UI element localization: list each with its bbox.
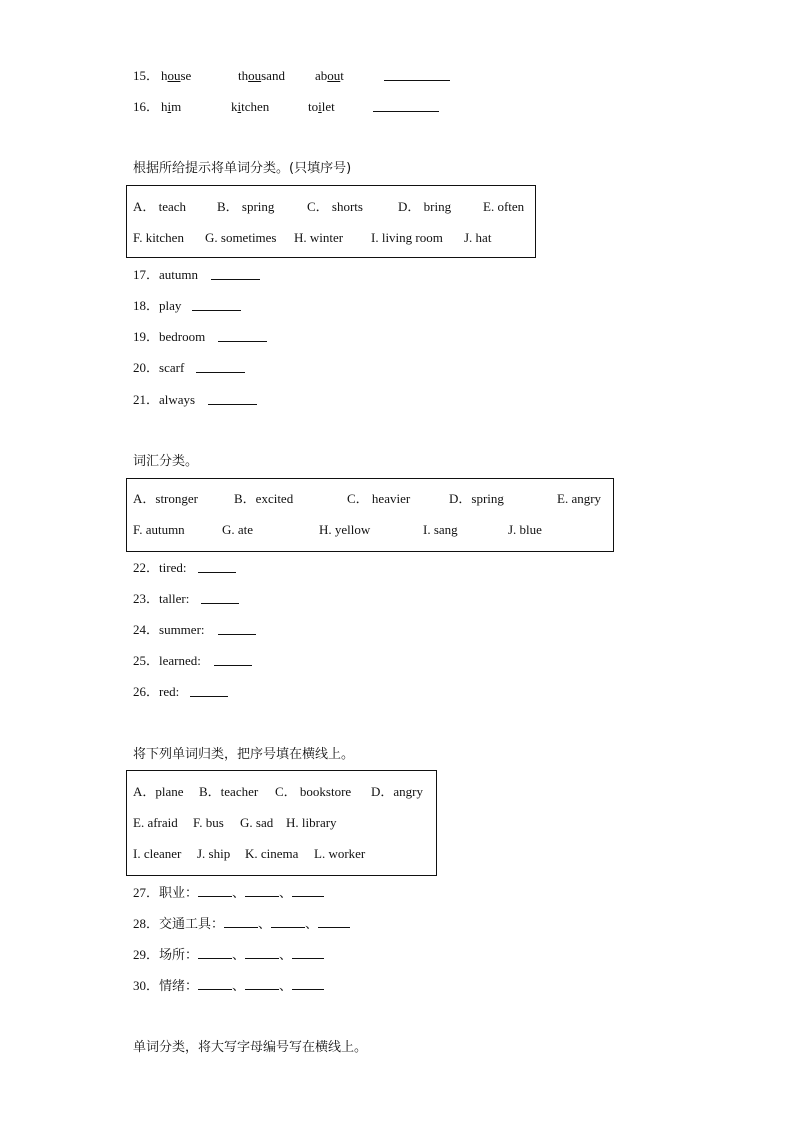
question-29: 29．场所： 、 、 [133, 946, 324, 964]
option: B．excited [234, 491, 294, 506]
option: G. sad [240, 815, 274, 830]
answer-blank[interactable] [245, 884, 279, 897]
answer-blank[interactable] [224, 915, 258, 928]
answer-blank[interactable] [218, 329, 267, 346]
answer-blank[interactable] [198, 884, 232, 897]
word-him: him [161, 99, 182, 114]
section-title: 单词分类，将大写字母编号写在横线上。 [133, 1040, 368, 1055]
question-21: 21．always [133, 392, 196, 407]
answer-blank[interactable] [201, 591, 239, 608]
option: D．spring [449, 491, 504, 506]
answer-blank[interactable] [384, 68, 450, 85]
answer-blank[interactable] [373, 99, 439, 116]
answer-blank[interactable] [208, 392, 257, 409]
answer-blank[interactable] [218, 622, 256, 639]
option: D． bring [398, 199, 452, 214]
option: L. worker [314, 846, 366, 861]
question-20: 20．scarf [133, 360, 185, 375]
section-title: 将下列单词归类，把序号填在横线上。 [133, 747, 355, 762]
answer-blank[interactable] [292, 946, 324, 959]
answer-blank[interactable] [198, 977, 232, 990]
option: I. cleaner [133, 846, 182, 861]
option: C． bookstore [275, 784, 352, 799]
question-16 [133, 99, 159, 115]
answer-blank[interactable] [245, 946, 279, 959]
option: E. afraid [133, 815, 178, 830]
question-17: 17．autumn [133, 267, 199, 282]
answer-blank[interactable] [271, 915, 305, 928]
answer-blank[interactable] [245, 977, 279, 990]
answer-blank[interactable] [196, 360, 245, 377]
option: H. library [286, 815, 337, 830]
word-kitchen: kitchen [231, 99, 270, 114]
option: B． spring [217, 199, 275, 214]
answer-blank[interactable] [190, 684, 228, 701]
option: K. cinema [245, 846, 299, 861]
option: I. living room [371, 230, 443, 245]
option: J. hat [464, 230, 492, 245]
answer-blank[interactable] [292, 977, 324, 990]
answer-blank[interactable] [318, 915, 350, 928]
option: G. sometimes [205, 230, 277, 245]
answer-blank[interactable] [198, 946, 232, 959]
question-24: 24．summer: [133, 622, 205, 637]
answer-blank[interactable] [211, 267, 260, 284]
option: J. ship [197, 846, 231, 861]
option: D．angry [371, 784, 423, 799]
word-toilet: toilet [308, 99, 335, 114]
option: A．plane [133, 784, 184, 799]
option: C． heavier [347, 491, 411, 506]
options-box [126, 478, 614, 552]
option: J. blue [508, 522, 542, 537]
answer-blank[interactable] [214, 653, 252, 670]
question-28: 28．交通工具： 、 、 [133, 915, 350, 933]
section-title: 根据所给提示将单词分类。(只填序号) [133, 161, 352, 176]
option: F. bus [193, 815, 224, 830]
option: E. angry [557, 491, 602, 506]
option: G. ate [222, 522, 254, 537]
question-26: 26．red: [133, 684, 180, 699]
option: H. winter [294, 230, 344, 245]
answer-blank[interactable] [198, 560, 236, 577]
word-house: house [161, 68, 192, 83]
question-27: 27．职业： 、 、 [133, 884, 324, 902]
option: F. kitchen [133, 230, 184, 245]
section-title: 词汇分类。 [133, 454, 199, 469]
question-number: 16． [133, 99, 160, 114]
question-23: 23．taller: [133, 591, 190, 606]
option: A．stronger [133, 491, 198, 506]
option: H. yellow [319, 522, 371, 537]
question-18: 18．play [133, 298, 182, 313]
question-30: 30．情绪： 、 、 [133, 977, 324, 995]
question-19: 19．bedroom [133, 329, 206, 344]
question-number: 15． [133, 68, 160, 83]
question-25: 25．learned: [133, 653, 201, 668]
options-box [126, 185, 536, 258]
option: F. autumn [133, 522, 185, 537]
option: B．teacher [199, 784, 259, 799]
answer-blank[interactable] [292, 884, 324, 897]
option: I. sang [423, 522, 458, 537]
option: C． shorts [307, 199, 363, 214]
answer-blank[interactable] [192, 298, 241, 315]
question-22: 22．tired: [133, 560, 187, 575]
option: A． teach [133, 199, 187, 214]
option: E. often [483, 199, 525, 214]
word-thousand: thousand [238, 68, 285, 83]
word-about: about [315, 68, 344, 83]
question-15 [133, 68, 159, 84]
